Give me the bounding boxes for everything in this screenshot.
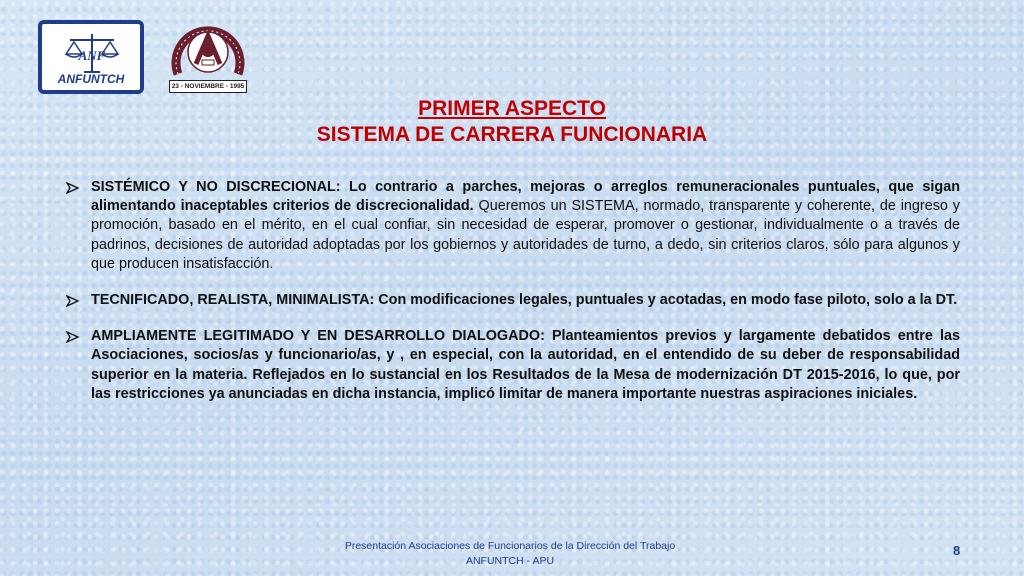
bullet-bold-text: SISTÉMICO Y NO DISCRECIONAL: Lo contrario a parches, mejoras o arreglos remuneracionales puntuales, que sigan alimentando inaceptables criterios de discrecionalidad. <box>91 179 960 215</box>
page-number: 8 <box>953 543 961 558</box>
bullet-bold-text: TECNIFICADO, REALISTA, MINIMALISTA: Con modificaciones legales, puntuales y acotadas, en modo fase piloto, solo a la DT. <box>91 292 958 309</box>
bullet-bold-text: AMPLIAMENTE LEGITIMADO Y EN DESARROLLO DIALOGADO: Planteamientos previos y largamente debatidos entre las Asociaciones, socios/as y funcionario/as, y , en especial, con la autoridad, en el entendido de su deber de responsabilidad superior en la materia. Reflejados en lo sustancial en los Resultados de la Mesa de modernización DT 2015-2016, lo que, por las restricciones ya anunciadas en dicha instancia, implicó limitar de manera importante nuestras aspiraciones iniciales. <box>91 328 960 402</box>
bullet-text: Queremos un SISTEMA, normado, transparente y coherente, de ingreso y promoción, basado en el mérito, en el cual confiar, sin necesidad de esperar, promover o gestionar, individualmente o a través de padrinos, decisiones de autoridad adoptadas por los gobiernos y autoridades de turno, a dedo, sin criterios claros, sólo para algunos y que producen insatisfacción. <box>91 198 960 272</box>
footer-line-1: Presentación Asociaciones de Funcionarios de la Dirección del Trabajo <box>344 540 676 552</box>
arrow-bullet-icon <box>66 182 80 194</box>
bullet-item <box>66 327 960 404</box>
slide-subtitle: SISTEMA DE CARRERA FUNCIONARIA <box>316 123 708 146</box>
footer-line-2: ANFUNTCH - APU <box>465 555 555 567</box>
bullet-list <box>66 178 960 421</box>
anfuntch-logo <box>38 20 144 94</box>
anfuntch-logo-text: ANFUNTCH <box>57 72 125 86</box>
arrow-bullet-icon <box>66 331 80 343</box>
bullet-item <box>66 178 960 274</box>
scales-emblem-icon <box>64 30 120 76</box>
bullet-item <box>66 291 960 310</box>
apu-logo-date: 23 - NOVIEMBRE - 1995 <box>169 80 247 93</box>
logo-monogram: ANF <box>78 48 106 63</box>
arrow-bullet-icon <box>66 295 80 307</box>
apu-seal-icon <box>163 14 253 84</box>
apu-logo <box>163 14 253 96</box>
slide-title: PRIMER ASPECTO <box>418 97 606 120</box>
